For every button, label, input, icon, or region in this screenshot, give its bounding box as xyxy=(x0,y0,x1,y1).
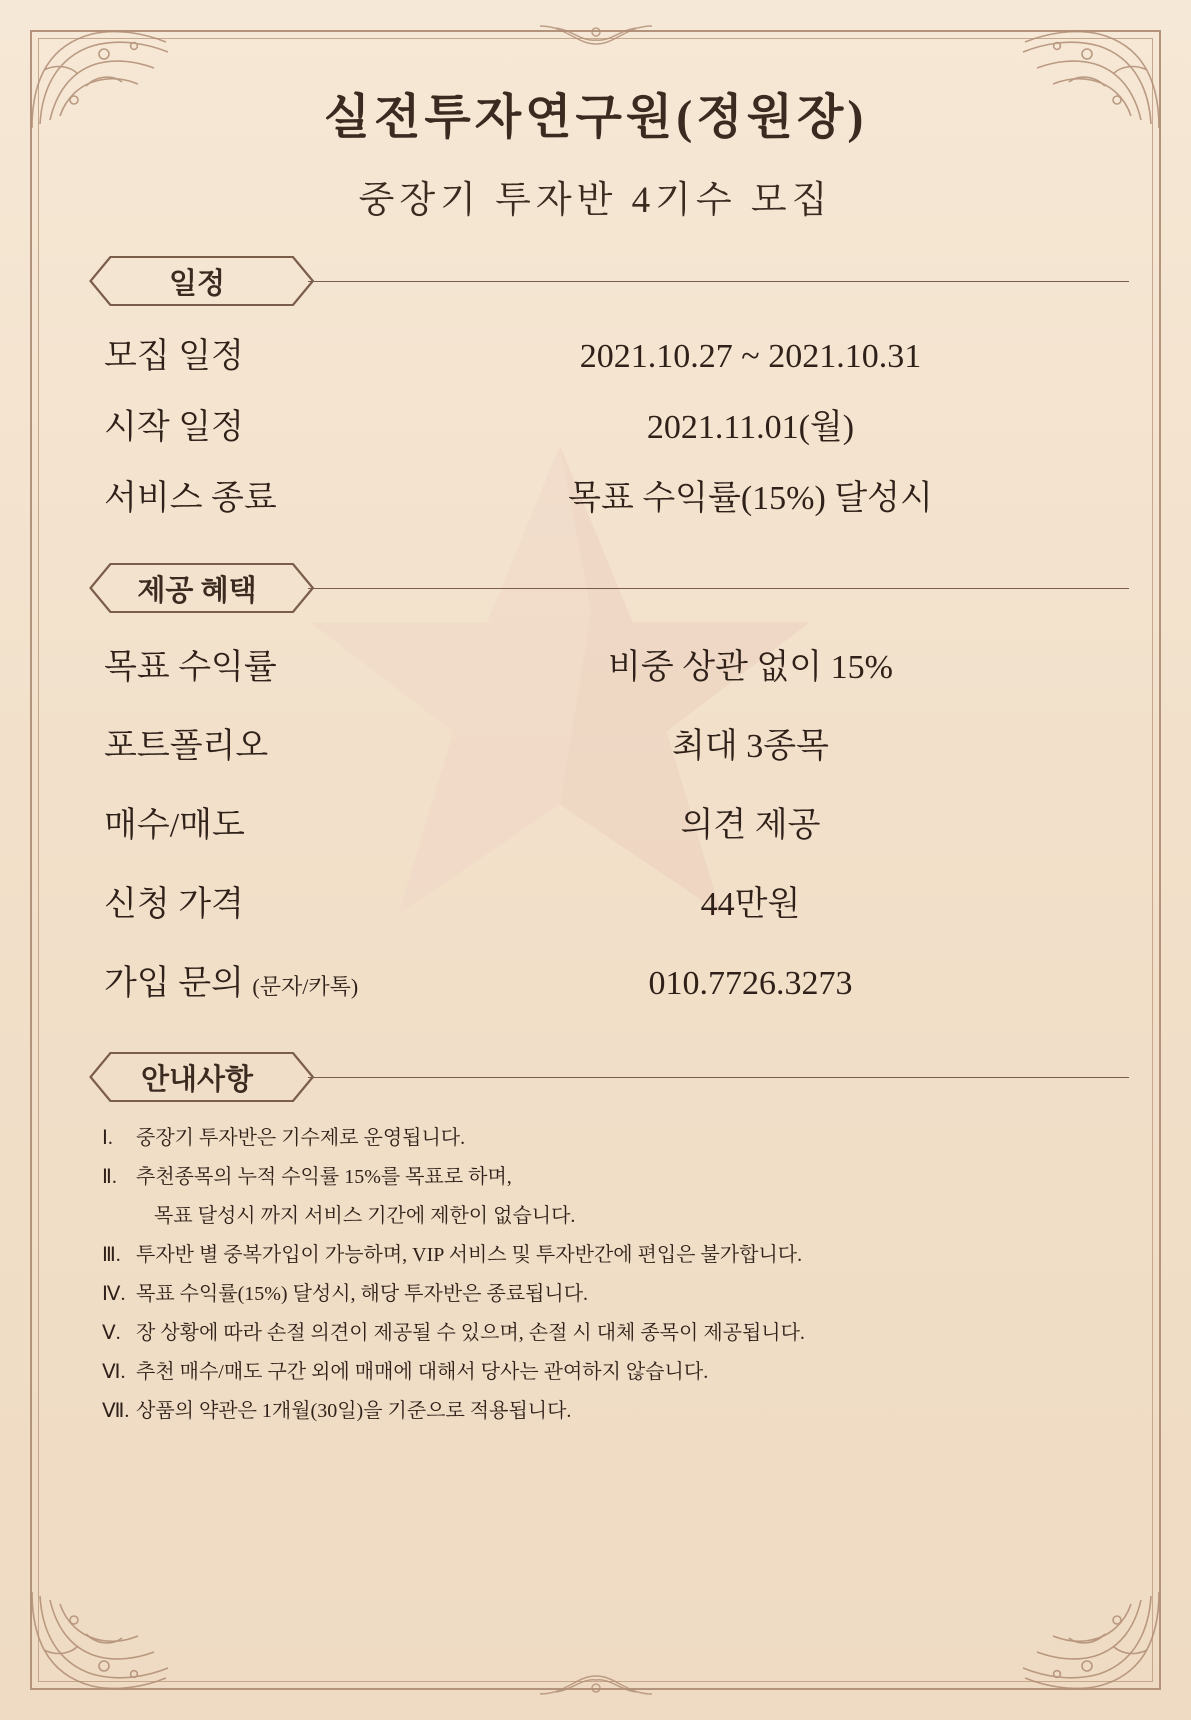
notice-text: 추천종목의 누적 수익률 15%를 목표로 하며, xyxy=(136,1166,512,1188)
table-row xyxy=(62,624,1129,703)
section-ribbon-schedule xyxy=(80,256,314,306)
notice-text: 목표 달성시 까지 서비스 기간에 제한이 없습니다. xyxy=(154,1205,576,1227)
row-label: 시작 일정 xyxy=(104,409,244,446)
notice-number: Ⅳ. xyxy=(102,1283,126,1305)
row-label-text: 가입 문의 xyxy=(104,965,244,1002)
list-item xyxy=(102,1314,1129,1353)
section-title-schedule: 일정 xyxy=(168,267,226,300)
row-label-text: 신청 가격 xyxy=(104,886,244,923)
row-value-phone: 010.7726.3273 xyxy=(648,965,853,1002)
notice-number: Ⅰ. xyxy=(102,1127,113,1149)
list-item xyxy=(102,1119,1129,1158)
row-value: 최대 3종목 xyxy=(672,728,829,765)
page-title: 실전투자연구원(정원장) xyxy=(323,91,868,144)
row-label-note: (문자/카톡) xyxy=(252,974,359,999)
section-header-benefits xyxy=(62,560,1129,616)
row-value: 의견 제공 xyxy=(680,807,821,844)
row-value: 44만원 xyxy=(700,886,801,923)
row-label xyxy=(62,639,392,688)
notice-text: 투자반 별 중복가입이 가능하며, VIP 서비스 및 투자반간에 편입은 불가합니다. xyxy=(136,1244,803,1266)
corner-flourish-icon xyxy=(1015,1586,1165,1696)
row-value: 비중 상관 없이 15% xyxy=(608,649,893,686)
section-ribbon-notices xyxy=(80,1052,314,1102)
row-label: 모집 일정 xyxy=(104,338,244,375)
notice-text: 상품의 약관은 1개월(30일)을 기준으로 적용됩니다. xyxy=(136,1400,572,1422)
notice-number: Ⅲ. xyxy=(102,1244,121,1266)
table-row xyxy=(62,861,1129,940)
edge-ornament-icon xyxy=(536,1662,656,1702)
section-title-benefits: 제공 혜택 xyxy=(137,574,257,607)
list-item xyxy=(102,1353,1129,1392)
row-value: 2021.10.27 ~ 2021.10.31 xyxy=(579,338,922,375)
row-label: 서비스 종료 xyxy=(104,480,277,517)
notice-text: 중장기 투자반은 기수제로 운영됩니다. xyxy=(136,1127,466,1149)
row-label xyxy=(62,955,392,1004)
list-item xyxy=(102,1275,1129,1314)
section-rule xyxy=(308,1077,1129,1078)
list-item xyxy=(102,1236,1129,1275)
list-item xyxy=(102,1197,1129,1236)
section-header-notices xyxy=(62,1049,1129,1105)
corner-flourish-icon xyxy=(26,1586,176,1696)
notice-text: 추천 매수/매도 구간 외에 매매에 대해서 당사는 관여하지 않습니다. xyxy=(136,1361,709,1383)
notice-number: Ⅶ. xyxy=(102,1400,130,1422)
section-header-schedule xyxy=(62,253,1129,309)
notice-text: 목표 수익률(15%) 달성시, 해당 투자반은 종료됩니다. xyxy=(136,1283,589,1305)
notice-number: Ⅵ. xyxy=(102,1361,126,1383)
row-label-text: 목표 수익률 xyxy=(104,649,277,686)
table-row xyxy=(62,782,1129,861)
row-label-text: 포트폴리오 xyxy=(104,728,269,765)
section-rule xyxy=(308,281,1129,282)
section-ribbon-benefits xyxy=(80,563,314,613)
table-row xyxy=(62,459,1129,530)
notice-list xyxy=(62,1119,1129,1431)
benefit-rows xyxy=(62,624,1129,1019)
row-label xyxy=(62,797,392,846)
notice-number: Ⅱ. xyxy=(102,1166,117,1188)
table-row xyxy=(62,388,1129,459)
table-row xyxy=(62,703,1129,782)
schedule-rows xyxy=(62,317,1129,530)
list-item xyxy=(102,1392,1129,1431)
section-rule xyxy=(308,588,1129,589)
row-label xyxy=(62,876,392,925)
section-title-notices: 안내사항 xyxy=(140,1063,254,1096)
row-value: 2021.11.01(월) xyxy=(646,409,855,446)
notice-text: 장 상황에 따라 손절 의견이 제공될 수 있으며, 손절 시 대체 종목이 제공됩니다. xyxy=(136,1322,805,1344)
row-value: 목표 수익률(15%) 달성시 xyxy=(568,480,933,517)
page-subtitle: 중장기 투자반 4기수 모집 xyxy=(358,180,833,221)
notice-number: Ⅴ. xyxy=(102,1322,121,1344)
table-row xyxy=(62,317,1129,388)
row-label-text: 매수/매도 xyxy=(104,807,245,844)
list-item xyxy=(102,1158,1129,1197)
row-label xyxy=(62,718,392,767)
table-row xyxy=(62,940,1129,1019)
